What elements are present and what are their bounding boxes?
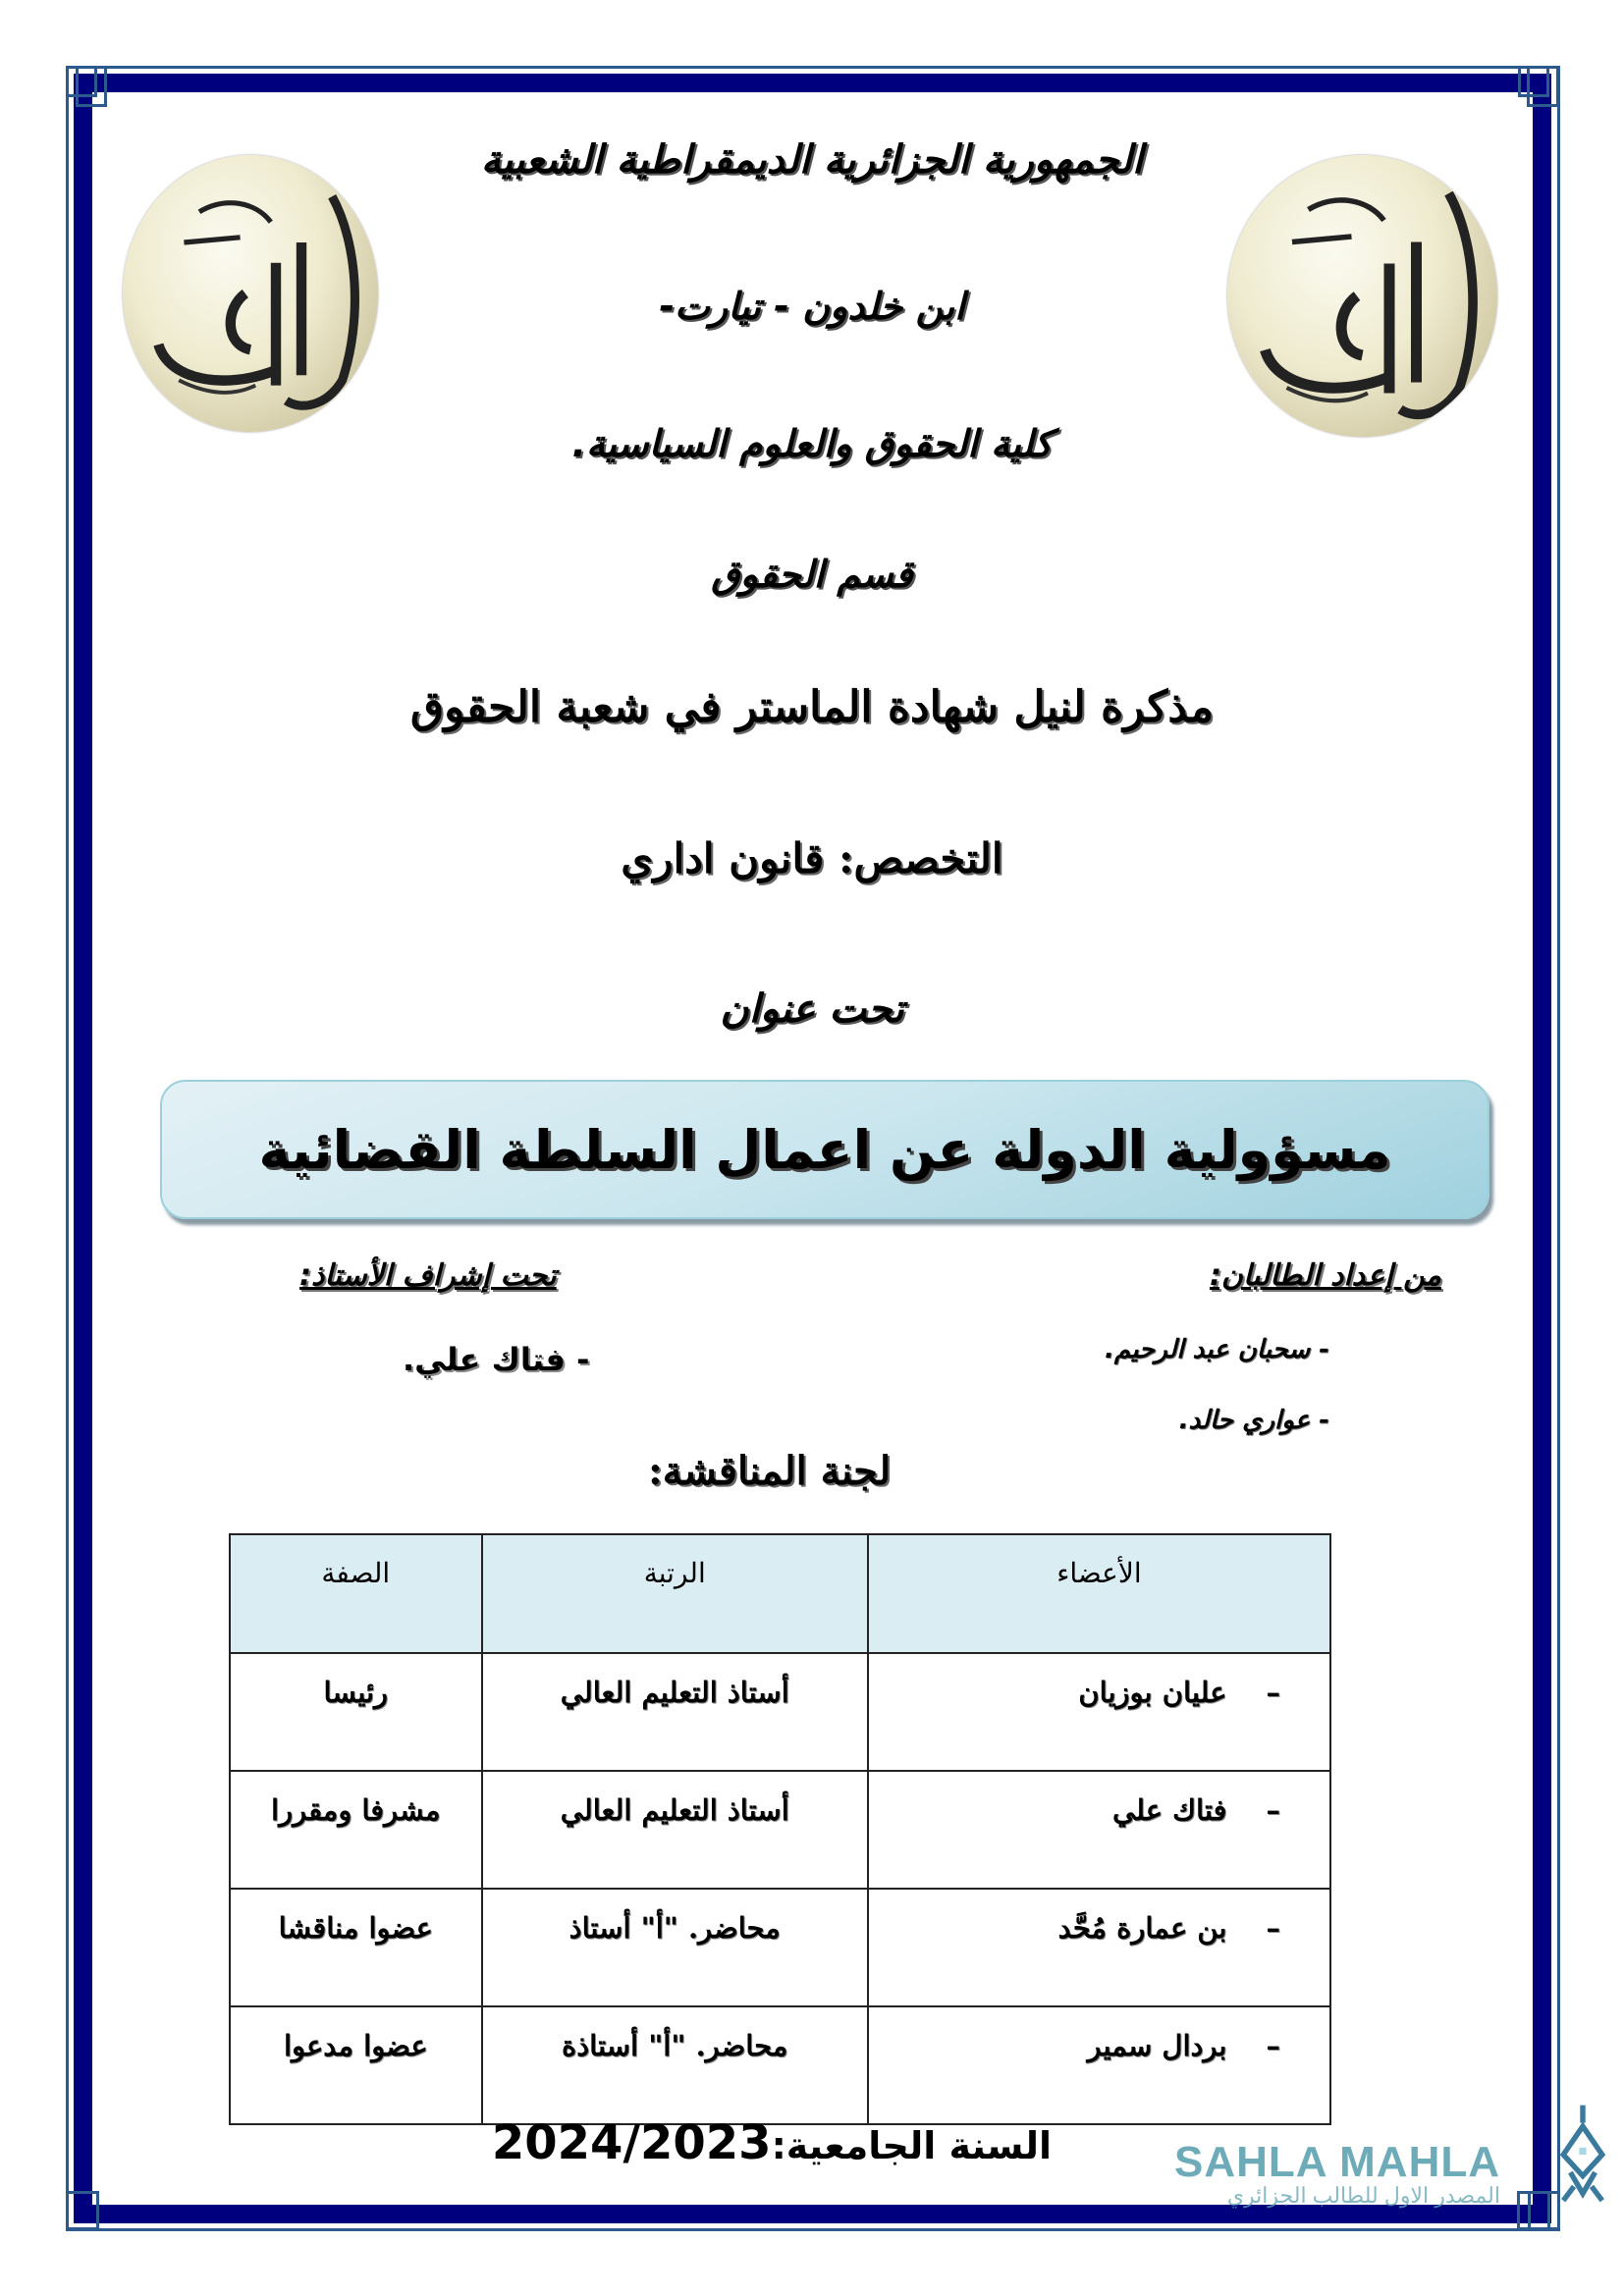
committee-label: لجنة المناقشة:: [648, 1448, 892, 1494]
header-rank: الرتبة: [482, 1534, 868, 1653]
member-cell: [868, 1771, 1330, 1889]
table-header-row: [230, 1534, 1330, 1653]
role-cell: مشرفا ومقررا: [230, 1771, 482, 1889]
member-name: بردال سمير: [1087, 2029, 1227, 2062]
academic-year: [492, 2115, 1052, 2170]
role-cell: رئيسا: [230, 1653, 482, 1771]
table-row: [230, 2006, 1330, 2124]
table-row: [230, 1771, 1330, 1889]
member-cell: [868, 1889, 1330, 2006]
rank-cell: أستاذ التعليم العالي: [482, 1653, 868, 1771]
watermark: [1174, 2138, 1500, 2209]
country-heading: الجمهورية الجزائرية الديمقراطية الشعبية: [480, 137, 1144, 183]
students-label: من إعداد الطالبان:: [1209, 1258, 1441, 1293]
supervisor-name: - فتاك علي.: [403, 1341, 590, 1378]
dash-bullet: –: [1266, 1793, 1280, 1827]
member-cell: [868, 1653, 1330, 1771]
under-title-heading: تحت عنوان: [720, 987, 904, 1032]
rank-cell: محاضر. "أ" أستاذ: [482, 1889, 868, 2006]
committee-table: [229, 1533, 1331, 2125]
university-heading: ابن خلدون - تيارت-: [659, 285, 965, 328]
member-name: بن عمارة مُحَّد: [1057, 1911, 1227, 1945]
dash-bullet: –: [1266, 1911, 1280, 1945]
academic-year-value: 2024/2023: [491, 2115, 772, 2170]
border-corner-ornament: [66, 2191, 99, 2230]
student-name: - عواري حالد.: [1178, 1406, 1329, 1435]
header-role: الصفة: [230, 1534, 482, 1653]
rank-cell: أستاذ التعليم العالي: [482, 1771, 868, 1889]
role-cell: عضوا مناقشا: [230, 1889, 482, 2006]
watermark-tagline: المصدر الاول للطالب الجزائري: [1226, 2183, 1500, 2208]
table-row: [230, 1653, 1330, 1771]
border-corner-ornament: [1527, 66, 1559, 107]
border-corner-ornament: [76, 66, 107, 107]
supervisor-label: تحت إشراف الأستاذ:: [299, 1258, 557, 1293]
thesis-title-box: [160, 1080, 1489, 1219]
role-cell: عضوا مدعوا: [230, 2006, 482, 2124]
degree-heading: مذكرة لنيل شهادة الماستر في شعبة الحقوق: [409, 682, 1215, 732]
header-members: الأعضاء: [868, 1534, 1330, 1653]
specialty-heading: التخصص: قانون اداري: [621, 834, 1003, 882]
member-name: فتاك علي: [1111, 1793, 1227, 1827]
academic-year-label: السنة الجامعية:: [771, 2124, 1052, 2167]
member-cell: [868, 2006, 1330, 2124]
watermark-logo-icon: [1556, 2101, 1609, 2209]
table-row: [230, 1889, 1330, 2006]
watermark-brand: SAHLA MAHLA: [1174, 2138, 1500, 2186]
department-heading: قسم الحقوق: [711, 553, 913, 596]
faculty-heading: كلية الحقوق والعلوم السياسية.: [571, 422, 1053, 465]
dash-bullet: –: [1266, 2029, 1280, 2062]
student-name: - سحبان عبد الرحيم.: [1105, 1335, 1329, 1364]
thesis-title: مسؤولية الدولة عن اعمال السلطة القضائية: [258, 1118, 1391, 1181]
dash-bullet: –: [1266, 1676, 1280, 1709]
member-name: عليان بوزيان: [1078, 1676, 1227, 1709]
rank-cell: محاضر. "أ" أستاذة: [482, 2006, 868, 2124]
